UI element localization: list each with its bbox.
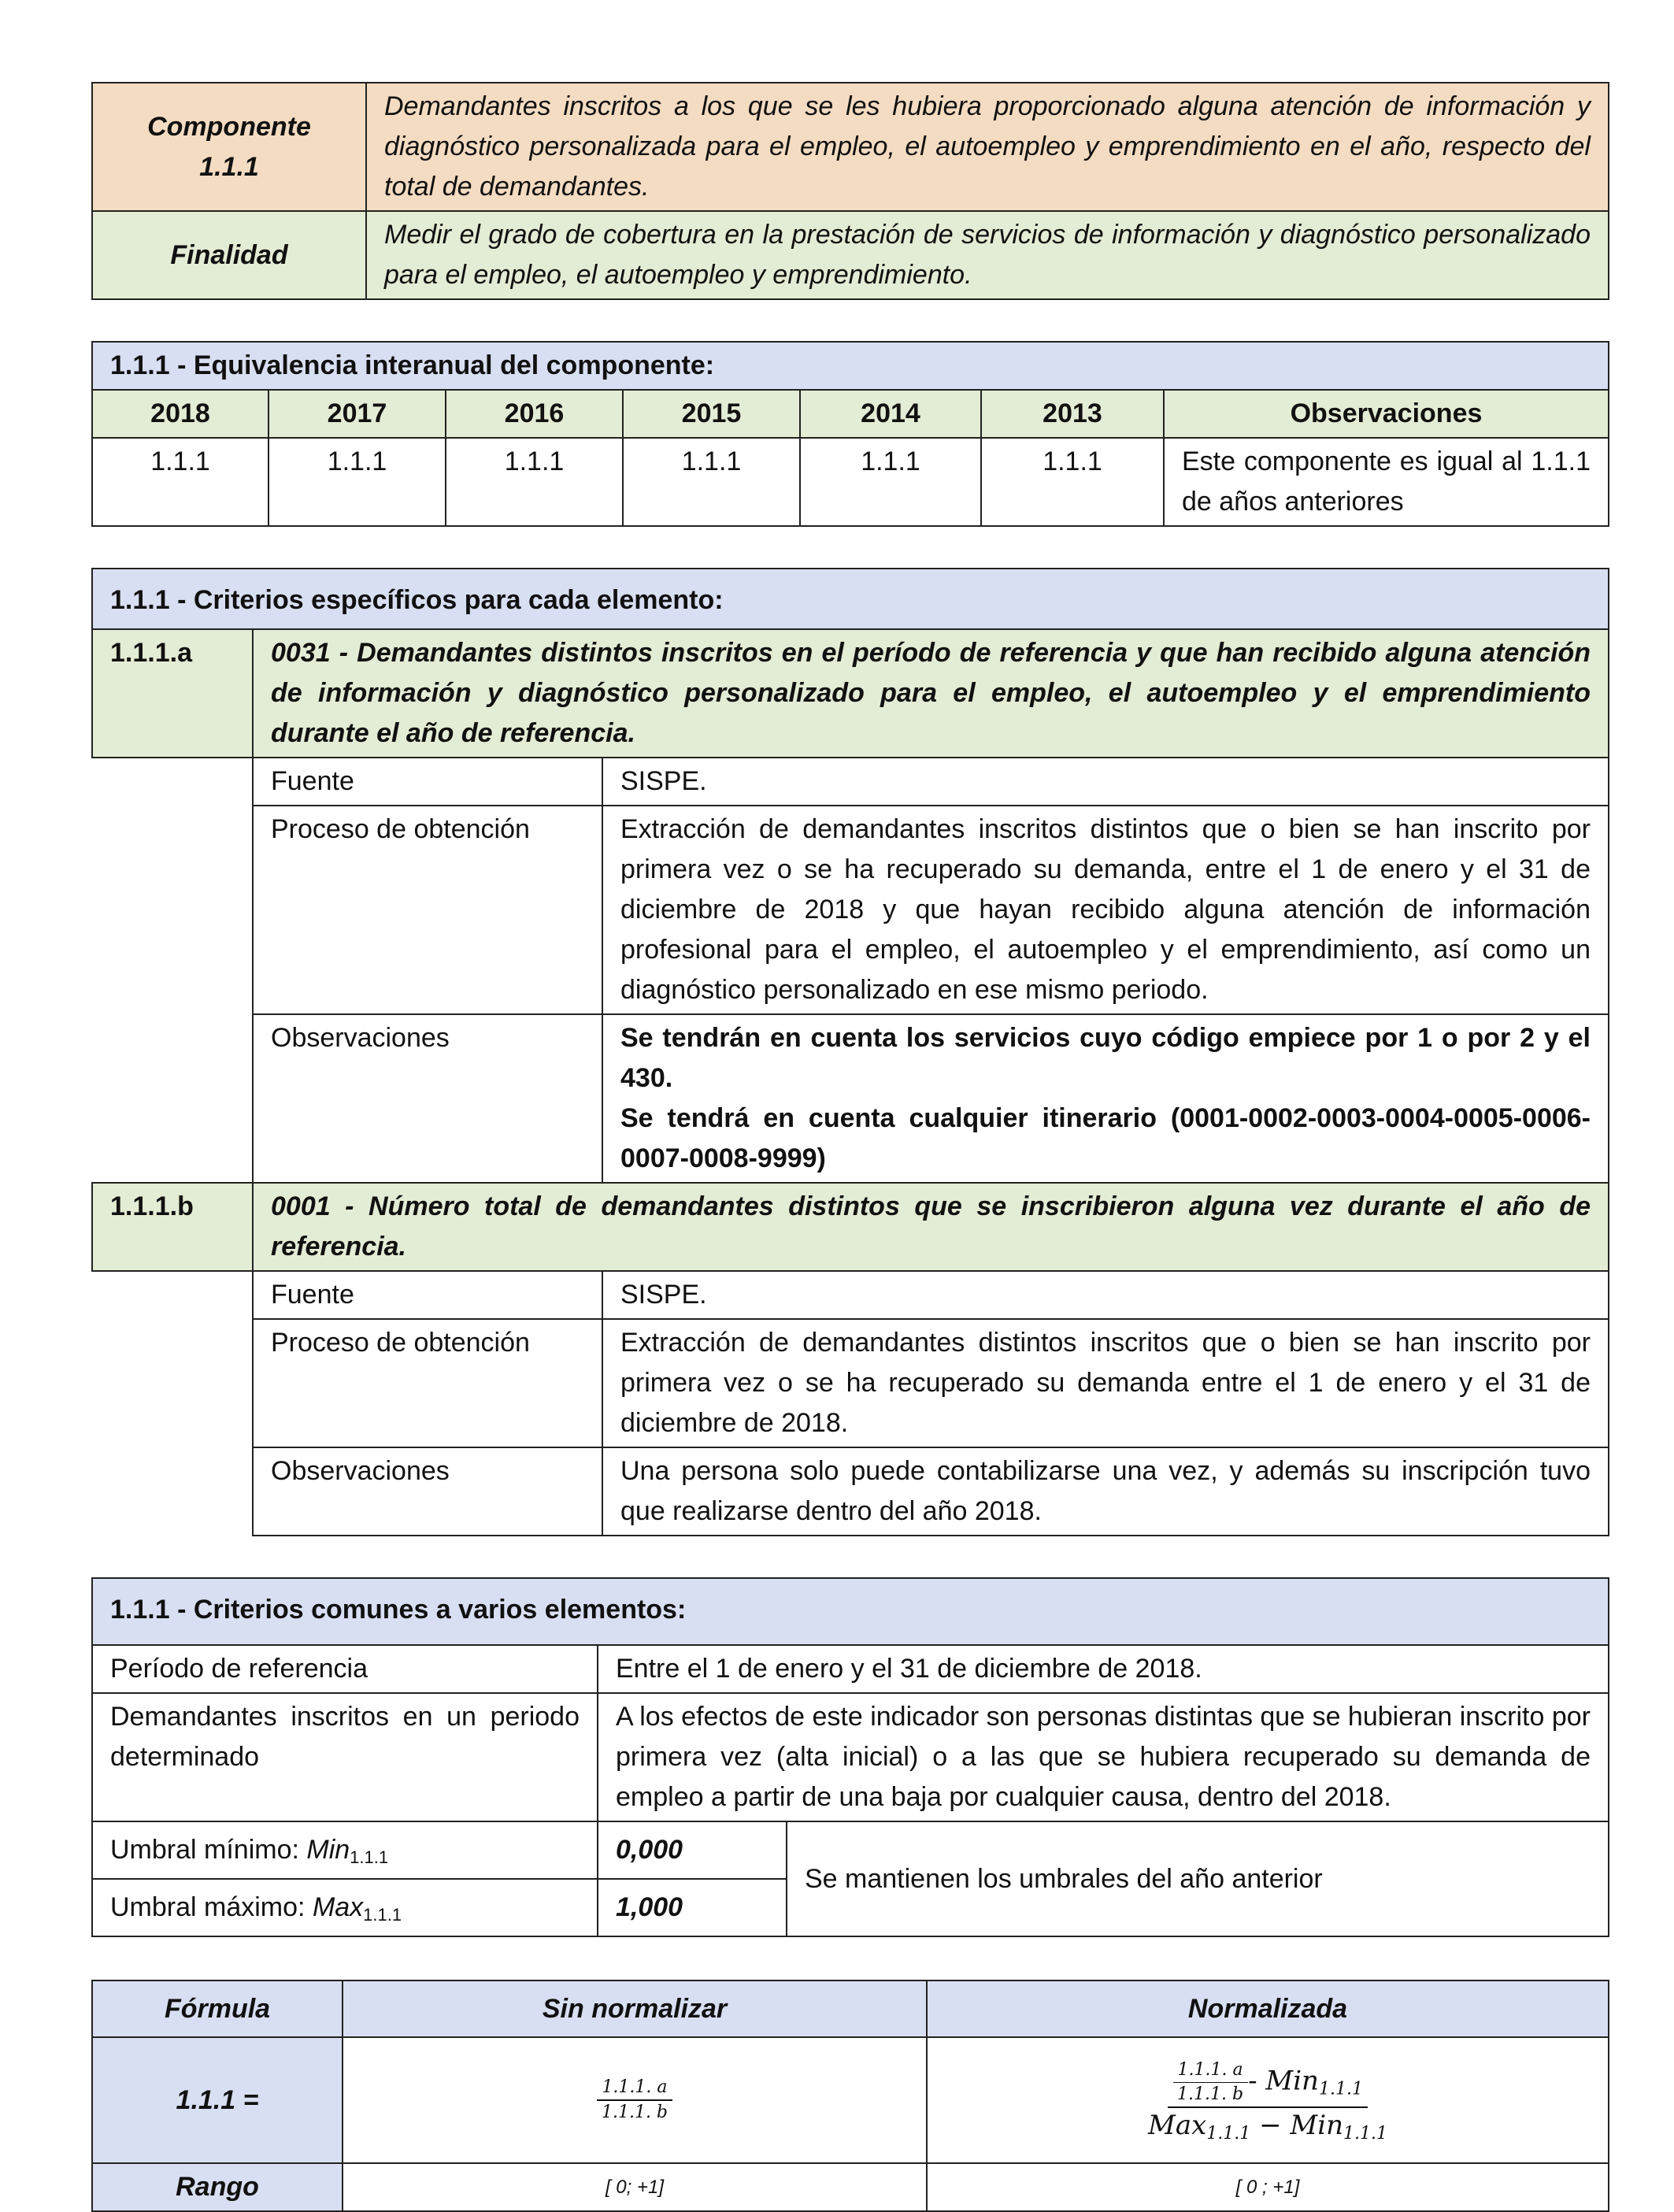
criterios-especificos-table xyxy=(91,568,1609,1536)
year-value: 1.1.1 xyxy=(269,438,446,526)
observaciones-value xyxy=(602,1014,1609,1183)
proceso-value: Extracción de demandantes distintos inscritos que o bien se han inscrito por primera vez o se ha recuperado su demanda entre el 1 de enero y el 31 de diciembre de 2018. xyxy=(602,1319,1609,1447)
componente-text: Demandantes inscritos a los que se les hubiera proporcionado alguna atención de información y diagnóstico personalizada para el empleo, el autoempleo y emprendimiento en el año, respecto del total de demandantes. xyxy=(366,83,1609,211)
criterios-comunes-title: 1.1.1 - Criterios comunes a varios elementos: xyxy=(92,1578,1609,1645)
umbral-subscript: 1.1.1 xyxy=(363,1905,402,1925)
year-value: 1.1.1 xyxy=(623,438,800,526)
fraction xyxy=(597,2076,672,2125)
max-symbol: Max xyxy=(1148,2109,1207,2141)
inner-fraction xyxy=(1172,2058,1248,2106)
element-code: 1.1.1.b xyxy=(92,1183,253,1271)
blank-cell xyxy=(92,1271,253,1319)
fraction-numerator: 1.1.1. a xyxy=(597,2076,672,2101)
umbral-label-text: Umbral mínimo: xyxy=(110,1835,307,1865)
blank-cell xyxy=(92,1319,253,1447)
umbral-maximo-value: 1,000 xyxy=(598,1879,787,1936)
spacer xyxy=(91,527,1609,568)
equivalencia-table xyxy=(91,341,1609,527)
formula-table xyxy=(91,1980,1609,2212)
fuente-label: Fuente xyxy=(253,758,602,806)
sin-normalizar-formula xyxy=(343,2037,927,2163)
spacer xyxy=(91,1536,1609,1577)
year-header: 2016 xyxy=(446,390,623,438)
rango-label: Rango xyxy=(92,2163,343,2211)
rango-sin-normalizar: [ 0; +1] xyxy=(343,2163,927,2211)
component-header-table xyxy=(91,82,1609,300)
fraction-denominator xyxy=(1143,2108,1392,2143)
year-value: 1.1.1 xyxy=(981,438,1164,526)
document-page xyxy=(91,82,1609,2212)
proceso-value: Extracción de demandantes inscritos distintos que o bien se han inscrito por primera vez o se ha recuperado su demanda, entre el 1 de enero y el 31 de diciembre de 2018 y que hayan recibido alguna atención de información profesional para el empleo, el autoempleo y el emprendimiento, así como un diagnóstico personalizado en ese mismo periodo. xyxy=(602,806,1609,1014)
sin-normalizar-header: Sin normalizar xyxy=(343,1980,927,2037)
demandantes-value: A los efectos de este indicador son personas distintas que se hubieran inscrito por primera vez (alta inicial) o a las que se hubiera recuperado su demanda de empleo a partir de una baja por cualquier causa, dentro del 2018. xyxy=(598,1693,1609,1821)
minus-min: - Min xyxy=(1248,2065,1319,2096)
observacion-line: Se tendrá en cuenta cualquier itinerario (0001-0002-0003-0004-0005-0006-0007-0008-9999) xyxy=(620,1103,1591,1173)
umbral-minimo-label xyxy=(92,1821,598,1879)
periodo-value: Entre el 1 de enero y el 31 de diciembre de 2018. xyxy=(598,1645,1609,1693)
fuente-label: Fuente xyxy=(253,1271,602,1319)
componente-label: Componente 1.1.1 xyxy=(92,83,366,211)
normalizada-header: Normalizada xyxy=(927,1980,1609,2037)
fraction-denominator: 1.1.1. b xyxy=(1177,2084,1244,2104)
subscript: 1.1.1 xyxy=(1343,2123,1387,2143)
fraction-numerator xyxy=(1168,2058,1368,2108)
observaciones-header: Observaciones xyxy=(1164,390,1609,438)
formula-row-label: 1.1.1 = xyxy=(92,2037,343,2163)
minus-min: − Min xyxy=(1250,2109,1343,2141)
spacer xyxy=(91,1937,1609,1980)
rango-normalizada: [ 0 ; +1] xyxy=(927,2163,1609,2211)
year-value: 1.1.1 xyxy=(800,438,981,526)
finalidad-label: Finalidad xyxy=(92,211,366,299)
element-code: 1.1.1.a xyxy=(92,629,253,758)
finalidad-text: Medir el grado de cobertura en la prestación de servicios de información y diagnóstico personalizado para el empleo, el autoempleo y emprendimiento. xyxy=(366,211,1609,299)
observaciones-label: Observaciones xyxy=(253,1014,602,1183)
element-title: 0031 - Demandantes distintos inscritos en el período de referencia y que han recibido alguna atención de información y diagnóstico personalizado para el empleo, el autoempleo y el emprendimiento durante el año de referencia. xyxy=(253,629,1609,758)
demandantes-label: Demandantes inscritos en un periodo determinado xyxy=(92,1693,598,1821)
umbral-symbol: Min xyxy=(306,1835,350,1865)
umbral-label-text: Umbral máximo: xyxy=(110,1892,313,1922)
fuente-value: SISPE. xyxy=(602,758,1609,806)
year-header: 2015 xyxy=(623,390,800,438)
subscript: 1.1.1 xyxy=(1318,2079,1363,2099)
umbral-maximo-label xyxy=(92,1879,598,1936)
subscript: 1.1.1 xyxy=(1206,2123,1251,2143)
year-value: 1.1.1 xyxy=(446,438,623,526)
blank-cell xyxy=(92,1447,253,1536)
year-header: 2014 xyxy=(800,390,981,438)
criterios-especificos-title: 1.1.1 - Criterios específicos para cada elemento: xyxy=(92,569,1609,629)
blank-cell xyxy=(92,1014,253,1183)
formula-header: Fórmula xyxy=(92,1980,343,2037)
year-value: 1.1.1 xyxy=(92,438,269,526)
fraction-denominator: 1.1.1. b xyxy=(601,2103,668,2122)
criterios-comunes-table xyxy=(91,1577,1609,1937)
observaciones-value: Este componente es igual al 1.1.1 de años anteriores xyxy=(1164,438,1609,526)
proceso-label: Proceso de obtención xyxy=(253,1319,602,1447)
blank-cell xyxy=(92,758,253,806)
observacion-line: Se tendrán en cuenta los servicios cuyo código empiece por 1 o por 2 y el 430. xyxy=(620,1023,1591,1093)
fraction xyxy=(1143,2058,1392,2143)
periodo-label: Período de referencia xyxy=(92,1645,598,1693)
element-title: 0001 - Número total de demandantes distintos que se inscribieron alguna vez durante el año de referencia. xyxy=(253,1183,1609,1271)
fuente-value: SISPE. xyxy=(602,1271,1609,1319)
observaciones-value: Una persona solo puede contabilizarse una vez, y además su inscripción tuvo que realizarse dentro del año 2018. xyxy=(602,1447,1609,1536)
year-header: 2013 xyxy=(981,390,1164,438)
umbral-symbol: Max xyxy=(312,1892,364,1922)
fraction-numerator: 1.1.1. a xyxy=(1173,2058,1248,2083)
normalizada-formula xyxy=(927,2037,1609,2163)
blank-cell xyxy=(92,806,253,1014)
umbral-minimo-value: 0,000 xyxy=(598,1821,787,1879)
observaciones-label: Observaciones xyxy=(253,1447,602,1536)
year-header: 2017 xyxy=(269,390,446,438)
spacer xyxy=(91,300,1609,341)
umbral-note: Se mantienen los umbrales del año anterior xyxy=(787,1821,1609,1936)
umbral-subscript: 1.1.1 xyxy=(350,1847,389,1867)
proceso-label: Proceso de obtención xyxy=(253,806,602,1014)
year-header: 2018 xyxy=(92,390,269,438)
equivalencia-title: 1.1.1 - Equivalencia interanual del componente: xyxy=(92,342,1609,390)
